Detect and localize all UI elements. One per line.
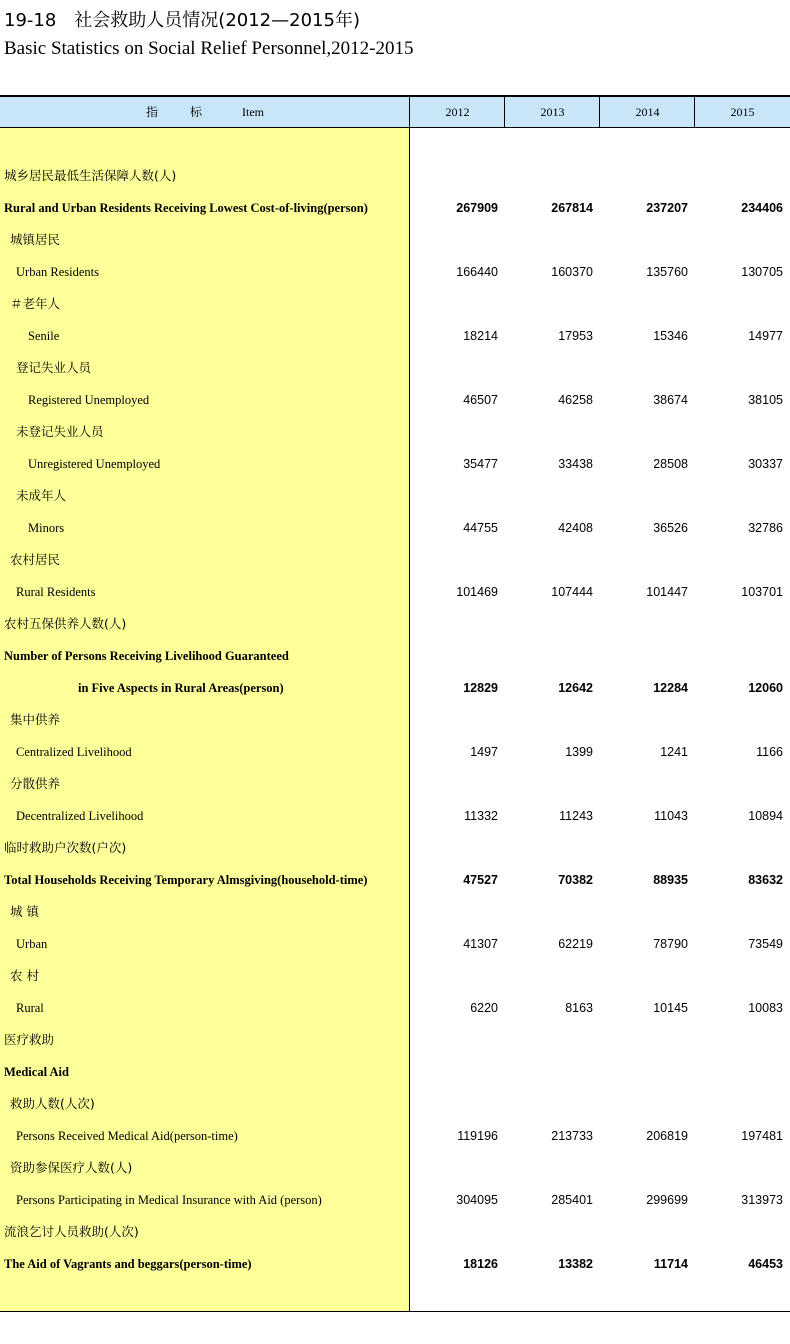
table-row — [0, 160, 790, 192]
value-cell-2015: 30337 — [748, 457, 783, 471]
value-cell-2015: 197481 — [741, 1129, 783, 1143]
value-cell-2012: 1497 — [470, 745, 498, 759]
value-cell-2015: 130705 — [741, 265, 783, 279]
row-label: Rural Residents — [16, 585, 96, 599]
value-cell-2012: 35477 — [463, 457, 498, 471]
row-label: Persons Participating in Medical Insurance with Aid (person) — [16, 1193, 322, 1207]
value-cell-2014: 10145 — [653, 1001, 688, 1015]
row-label: 资助参保医疗人数(人) — [10, 1160, 133, 1175]
value-cell-2013: 11243 — [559, 809, 593, 823]
table-row — [0, 800, 790, 832]
value-cell-2014: 206819 — [646, 1129, 688, 1143]
row-label: Rural — [16, 1001, 44, 1015]
header-item-zh: 指 标 — [145, 105, 212, 119]
row-label: 城镇居民 — [10, 232, 61, 247]
row-label: 集中供养 — [10, 712, 61, 727]
value-cell-2015: 14977 — [748, 329, 783, 343]
table-title-chinese: 19-18 社会救助人员情况(2012—2015年) — [4, 10, 360, 31]
row-label: 城乡居民最低生活保障人数(人) — [4, 168, 177, 183]
value-cell-2013: 46258 — [558, 393, 593, 407]
value-cell-2014: 38674 — [653, 393, 688, 407]
value-cell-2015: 1166 — [756, 745, 783, 759]
row-label: Registered Unemployed — [28, 393, 150, 407]
value-cell-2015: 313973 — [741, 1193, 783, 1207]
table-row — [0, 672, 790, 704]
value-cell-2013: 62219 — [558, 937, 593, 951]
table-row — [0, 736, 790, 768]
table-row — [0, 576, 790, 608]
value-cell-2014: 11714 — [653, 1257, 688, 1271]
table-row — [0, 448, 790, 480]
table-row — [0, 928, 790, 960]
value-cell-2012: 18126 — [463, 1257, 498, 1271]
table-row — [0, 224, 790, 256]
header-year-2015: 2015 — [694, 97, 790, 128]
value-cell-2015: 12060 — [748, 681, 783, 695]
value-cell-2015: 103701 — [741, 585, 783, 599]
value-cell-2013: 13382 — [558, 1257, 593, 1271]
table-row — [0, 1184, 790, 1216]
row-label: 登记失业人员 — [16, 360, 92, 375]
table-row — [0, 896, 790, 928]
row-label: Urban Residents — [16, 265, 99, 279]
row-label: Unregistered Unemployed — [28, 457, 161, 471]
row-label: Medical Aid — [4, 1065, 69, 1079]
value-cell-2015: 73549 — [748, 937, 783, 951]
table-bottom-border — [0, 1311, 790, 1312]
table-row — [0, 768, 790, 800]
row-label: in Five Aspects in Rural Areas(person) — [78, 681, 284, 695]
value-cell-2015: 10083 — [748, 1001, 783, 1015]
value-cell-2014: 36526 — [653, 521, 688, 535]
table-title-english: Basic Statistics on Social Relief Personnel,2012-2015 — [4, 38, 414, 59]
value-cell-2014: 135760 — [646, 265, 688, 279]
statistics-table — [0, 95, 790, 1312]
value-cell-2012: 101469 — [456, 585, 498, 599]
value-cell-2012: 44755 — [463, 521, 498, 535]
row-label: 救助人数(人次) — [10, 1096, 95, 1111]
header-item-en: Item — [242, 105, 264, 119]
table-row — [0, 992, 790, 1024]
header-year-2014: 2014 — [599, 97, 695, 128]
header-item-cell — [0, 97, 410, 128]
table-row — [0, 960, 790, 992]
value-cell-2014: 78790 — [653, 937, 688, 951]
row-label: 流浪乞讨人员救助(人次) — [4, 1224, 139, 1239]
value-cell-2014: 1241 — [660, 745, 688, 759]
value-cell-2013: 160370 — [551, 265, 593, 279]
value-cell-2014: 11043 — [654, 809, 688, 823]
value-cell-2014: 88935 — [653, 873, 688, 887]
value-cell-2014: 237207 — [646, 201, 688, 215]
value-cell-2015: 234406 — [741, 201, 783, 215]
row-label: Centralized Livelihood — [16, 745, 132, 759]
table-header — [0, 95, 790, 128]
row-label: 医疗救助 — [4, 1032, 55, 1047]
value-cell-2013: 213733 — [551, 1129, 593, 1143]
table-row — [0, 1216, 790, 1248]
value-cell-2014: 12284 — [653, 681, 688, 695]
table-row — [0, 640, 790, 672]
value-cell-2015: 83632 — [748, 873, 783, 887]
table-row — [0, 480, 790, 512]
table-row — [0, 512, 790, 544]
value-cell-2013: 42408 — [558, 521, 593, 535]
value-cell-2013: 267814 — [551, 201, 593, 215]
table-row — [0, 832, 790, 864]
table-row — [0, 544, 790, 576]
value-cell-2012: 267909 — [456, 201, 498, 215]
table-row — [0, 1088, 790, 1120]
value-cell-2013: 8163 — [565, 1001, 593, 1015]
table-row — [0, 864, 790, 896]
value-cell-2015: 38105 — [748, 393, 783, 407]
value-cell-2014: 15346 — [653, 329, 688, 343]
row-label: 未登记失业人员 — [16, 424, 104, 439]
value-cell-2012: 18214 — [463, 329, 498, 343]
value-cell-2012: 6220 — [470, 1001, 498, 1015]
table-row — [0, 384, 790, 416]
value-cell-2012: 46507 — [463, 393, 498, 407]
row-label: The Aid of Vagrants and beggars(person-time) — [4, 1257, 252, 1271]
row-label: 农村五保供养人数(人) — [4, 616, 127, 631]
value-cell-2013: 285401 — [551, 1193, 593, 1207]
value-cell-2013: 70382 — [558, 873, 593, 887]
value-cell-2012: 11332 — [464, 809, 498, 823]
value-cell-2012: 304095 — [456, 1193, 498, 1207]
value-cell-2012: 12829 — [463, 681, 498, 695]
table-row — [0, 1024, 790, 1056]
row-label: Number of Persons Receiving Livelihood Guaranteed — [4, 649, 289, 663]
table-row — [0, 256, 790, 288]
value-cell-2013: 107444 — [551, 585, 593, 599]
table-row — [0, 192, 790, 224]
row-label: ＃老年人 — [10, 296, 61, 311]
table-row — [0, 608, 790, 640]
row-label: Senile — [28, 329, 60, 343]
row-label: Total Households Receiving Temporary Almsgiving(household-time) — [4, 873, 368, 887]
table-row — [0, 1056, 790, 1088]
value-cell-2013: 1399 — [565, 745, 593, 759]
value-cell-2012: 47527 — [463, 873, 498, 887]
row-label: Minors — [28, 521, 65, 535]
header-year-2013: 2013 — [504, 97, 600, 128]
table-row — [0, 1152, 790, 1184]
value-cell-2015: 46453 — [748, 1257, 783, 1271]
value-cell-2014: 28508 — [653, 457, 688, 471]
table-row — [0, 288, 790, 320]
table-row — [0, 704, 790, 736]
row-label: 临时救助户次数(户次) — [4, 840, 127, 855]
table-row — [0, 1120, 790, 1152]
value-cell-2013: 17953 — [558, 329, 593, 343]
table-row — [0, 1248, 790, 1280]
value-cell-2014: 299699 — [646, 1193, 688, 1207]
value-cell-2012: 166440 — [456, 265, 498, 279]
value-cell-2012: 119196 — [457, 1129, 498, 1143]
table-row — [0, 352, 790, 384]
row-label: Rural and Urban Residents Receiving Lowest Cost-of-living(person) — [4, 201, 368, 215]
row-label: 农 村 — [10, 968, 39, 983]
row-label: Persons Received Medical Aid(person-time) — [16, 1129, 238, 1143]
value-cell-2013: 33438 — [558, 457, 593, 471]
row-label: Urban — [16, 937, 48, 951]
header-year-2012: 2012 — [409, 97, 505, 128]
row-label: 未成年人 — [16, 488, 67, 503]
row-label: 城 镇 — [10, 904, 39, 919]
value-cell-2013: 12642 — [558, 681, 593, 695]
value-cell-2015: 32786 — [748, 521, 783, 535]
value-cell-2014: 101447 — [646, 585, 688, 599]
table-row — [0, 416, 790, 448]
table-row — [0, 320, 790, 352]
row-label: Decentralized Livelihood — [16, 809, 144, 823]
row-label: 农村居民 — [10, 552, 61, 567]
row-label: 分散供养 — [10, 776, 61, 791]
value-cell-2015: 10894 — [748, 809, 783, 823]
value-cell-2012: 41307 — [463, 937, 498, 951]
